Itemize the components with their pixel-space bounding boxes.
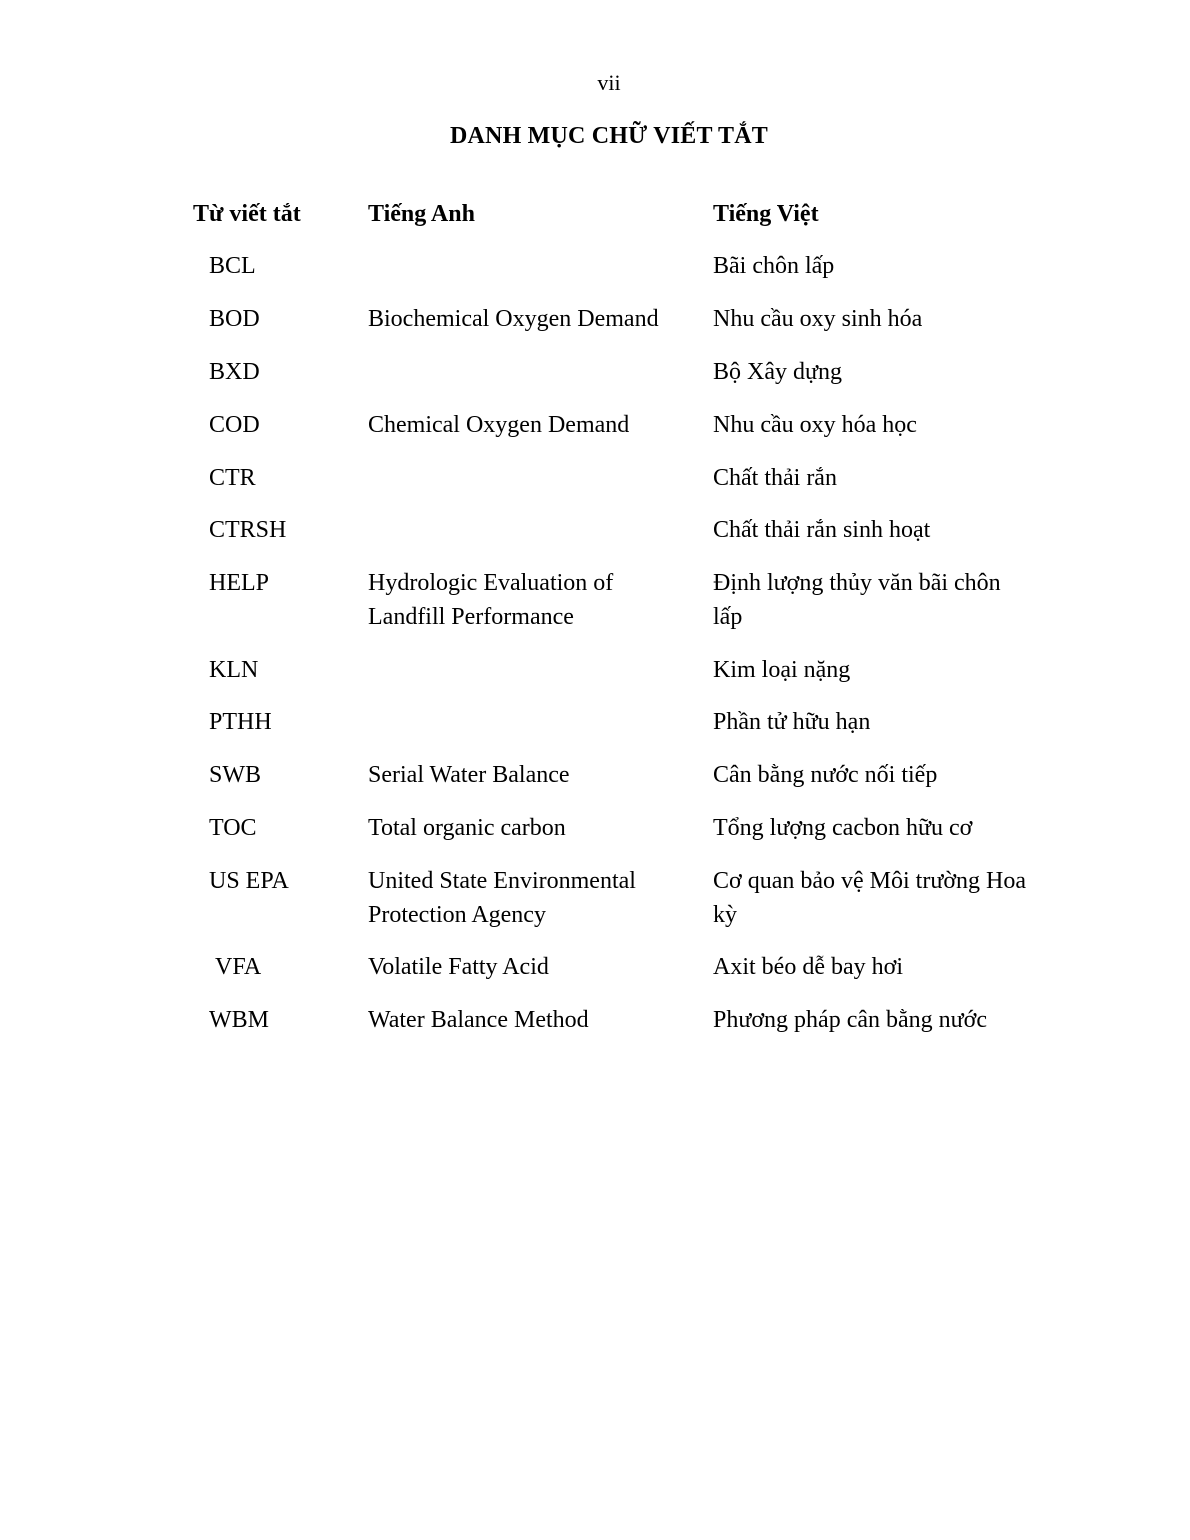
english-term: Total organic carbon bbox=[368, 815, 566, 841]
header-vietnamese: Tiếng Việt bbox=[713, 201, 819, 227]
abbreviation: BXD bbox=[209, 359, 260, 385]
abbreviation: CTR bbox=[209, 465, 256, 491]
english-term: Biochemical Oxygen Demand bbox=[368, 306, 659, 332]
english-term: United State Environmental Protection Agency bbox=[368, 868, 642, 928]
english-term: Serial Water Balance bbox=[368, 762, 570, 788]
vietnamese-term: Nhu cầu oxy hóa học bbox=[713, 412, 917, 438]
vietnamese-term: Phương pháp cân bằng nước bbox=[713, 1007, 988, 1033]
vietnamese-term: Nhu cầu oxy sinh hóa bbox=[713, 306, 923, 332]
english-term: Volatile Fatty Acid bbox=[368, 954, 549, 980]
vietnamese-term: Cơ quan bảo vệ Môi trường Hoa kỳ bbox=[713, 868, 1033, 928]
page-title: DANH MỤC CHỮ VIẾT TẮT bbox=[449, 123, 769, 149]
vietnamese-term: Phần tử hữu hạn bbox=[713, 709, 871, 735]
vietnamese-term: Cân bằng nước nối tiếp bbox=[713, 762, 938, 788]
english-term: Hydrologic Evaluation of Landfill Performance bbox=[368, 570, 620, 630]
abbreviation: VFA bbox=[209, 954, 262, 980]
abbreviation: CTRSH bbox=[209, 517, 287, 543]
vietnamese-term: Axit béo dễ bay hơi bbox=[713, 954, 903, 980]
vietnamese-term: Bộ Xây dựng bbox=[713, 359, 842, 385]
abbreviation: COD bbox=[209, 412, 260, 438]
abbreviation: BCL bbox=[209, 253, 256, 279]
abbreviation: WBM bbox=[209, 1007, 269, 1033]
vietnamese-term: Bãi chôn lấp bbox=[713, 253, 835, 279]
page-number: vii bbox=[597, 70, 621, 95]
vietnamese-term: Định lượng thủy văn bãi chôn lấp bbox=[713, 570, 1007, 630]
abbreviation: KLN bbox=[209, 657, 259, 683]
abbreviation: BOD bbox=[209, 306, 260, 332]
english-term: Water Balance Method bbox=[368, 1007, 589, 1033]
abbreviation: US EPA bbox=[209, 868, 289, 894]
english-term: Chemical Oxygen Demand bbox=[368, 412, 630, 438]
abbreviation: HELP bbox=[209, 570, 269, 596]
header-english: Tiếng Anh bbox=[368, 201, 475, 227]
abbreviation: TOC bbox=[209, 815, 257, 841]
vietnamese-term: Kim loại nặng bbox=[713, 657, 851, 683]
vietnamese-term: Tổng lượng cacbon hữu cơ bbox=[713, 815, 973, 841]
abbreviation: PTHH bbox=[209, 709, 272, 735]
abbreviation: SWB bbox=[209, 762, 262, 788]
vietnamese-term: Chất thải rắn sinh hoạt bbox=[713, 517, 931, 543]
header-abbreviation: Từ viết tắt bbox=[193, 201, 301, 227]
vietnamese-term: Chất thải rắn bbox=[713, 465, 837, 491]
